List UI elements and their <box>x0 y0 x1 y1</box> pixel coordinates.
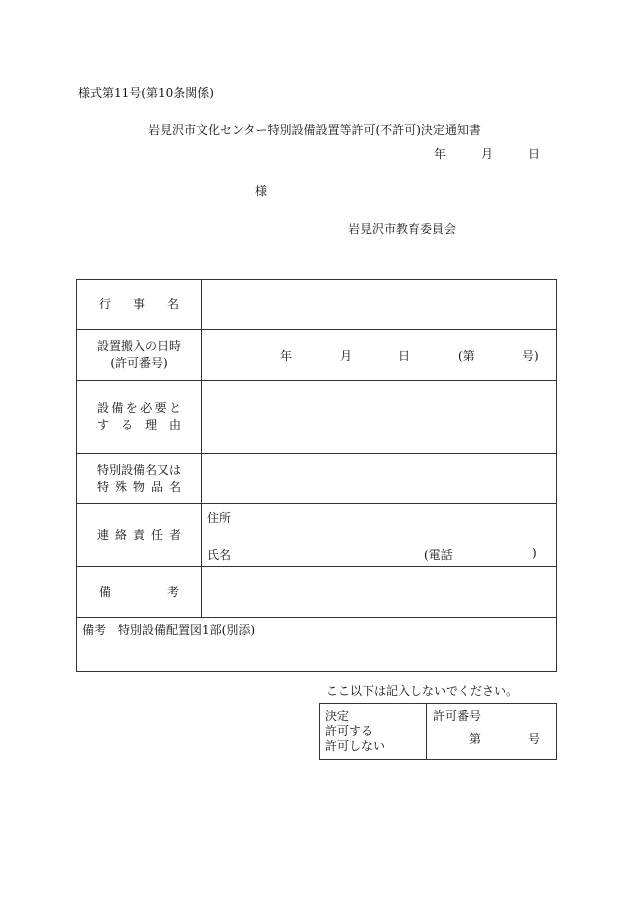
office-use-note: ここ以下は記入しないでください。 <box>326 684 519 698</box>
install-day-label: 日 <box>398 349 411 363</box>
remarks-row <box>77 567 557 618</box>
install-month-label: 月 <box>340 349 353 363</box>
decision-label: 決定 <box>325 709 350 723</box>
contact-row <box>77 504 557 567</box>
event-name-label-cell <box>77 280 202 330</box>
equipment-field[interactable] <box>202 454 557 504</box>
install-number-suffix: 号) <box>522 349 539 363</box>
install-datetime-row <box>77 330 557 381</box>
event-name-label: 行 事 名 <box>99 297 179 311</box>
install-datetime-field[interactable] <box>202 330 557 381</box>
decision-cell <box>320 704 427 760</box>
permit-option: 許可する <box>325 724 374 738</box>
reason-label-line2: する理由 <box>97 418 181 432</box>
permit-number-suffix: 号 <box>528 732 541 746</box>
install-datetime-label: 設置搬入の日時 <box>96 339 181 353</box>
equipment-row <box>77 454 557 504</box>
contact-label-cell <box>77 504 202 567</box>
permit-number-label: 許可番号 <box>433 709 482 723</box>
reason-field[interactable] <box>202 381 557 454</box>
document-title: 岩見沢市文化センター特別設備設置等許可(不許可)決定通知書 <box>148 123 481 137</box>
phone-close-label: ) <box>532 546 537 560</box>
reason-label-line1: 設備を必要と <box>97 401 181 415</box>
attachment-note: 備考 特別設備配置図1部(別添) <box>82 623 255 637</box>
application-table <box>76 279 557 672</box>
contact-field[interactable] <box>202 504 557 567</box>
phone-open-label: (電話 <box>424 548 453 562</box>
remarks-field[interactable] <box>202 567 557 618</box>
remarks-label: 備 考 <box>99 584 179 599</box>
equipment-label-cell <box>77 454 202 504</box>
address-label: 住所 <box>207 511 232 525</box>
date-year-label: 年 <box>434 147 447 161</box>
contact-label: 連絡責任者 <box>97 527 181 542</box>
install-datetime-label-cell <box>77 330 202 381</box>
issuer: 岩見沢市教育委員会 <box>348 222 457 236</box>
date-day-label: 日 <box>528 147 541 161</box>
addressee-suffix: 様 <box>255 184 268 198</box>
install-year-label: 年 <box>280 349 293 363</box>
deny-option: 許可しない <box>325 739 386 753</box>
permit-number-cell <box>427 704 557 760</box>
name-label: 氏名 <box>207 548 232 562</box>
event-name-row <box>77 280 557 330</box>
note-cell <box>77 618 557 672</box>
office-use-box <box>319 703 557 760</box>
equipment-label-line1: 特別設備名又は <box>97 462 182 477</box>
form-number: 様式第11号(第10条関係) <box>78 86 214 100</box>
install-permit-number-label: (許可番号) <box>110 356 168 370</box>
date-month-label: 月 <box>481 147 494 161</box>
reason-row <box>77 381 557 454</box>
equipment-label-line2: 特殊物品名 <box>97 479 181 494</box>
event-name-field[interactable] <box>202 280 557 330</box>
remarks-label-cell <box>77 567 202 618</box>
note-row <box>77 618 557 672</box>
reason-label-cell <box>77 381 202 454</box>
install-number-prefix: (第 <box>458 349 475 363</box>
permit-number-prefix: 第 <box>469 732 482 746</box>
